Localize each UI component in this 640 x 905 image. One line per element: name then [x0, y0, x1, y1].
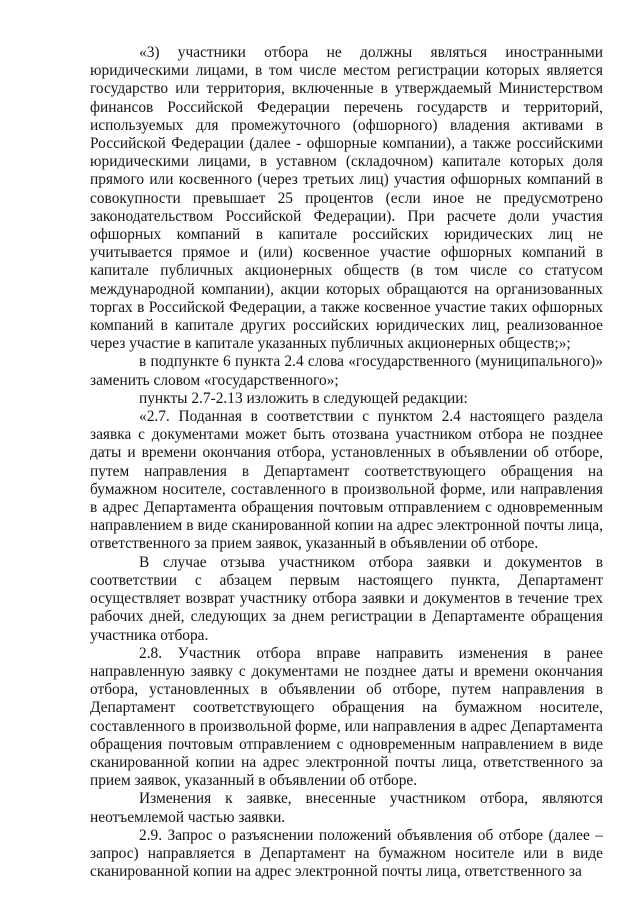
- paragraph-application-return: В случае отзыва участником отбора заявки и документов в соответствии с абзацем первым настоящего пункта, Департамент осуществляет возврат участнику отбора заявки и документов в течение трех рабочих дней, следующих за днем регистрации в Департаменте обращения участника отбора.: [90, 553, 603, 644]
- paragraph-clause-2-9: 2.9. Запрос о разъяснении положений объявления об отборе (далее – запрос) направляется в Департамент на бумажном носителе или в виде сканированной копии на адрес электронной почты лица, ответственного за: [90, 826, 603, 881]
- paragraph-changes-part-of-application: Изменения к заявке, внесенные участником отбора, являются неотъемлемой частью заявки.: [90, 790, 603, 826]
- paragraph-offshore-requirement: «3) участники отбора не должны являться иностранными юридическими лицами, в том числе местом регистрации которых является государство или территория, включенные в утверждаемый Министерством финансов Российской Федерации перечень государств и территорий, используемых для промежуточного (офшорного) владения активами в Российской Федерации (далее - офшорные компании), а также российскими юридическими лицами, в уставном (складочном) капитале которых доля прямого или косвенного (через третьих лиц) участия офшорных компаний в совокупности превышает 25 процентов (если иное не предусмотрено законодательством Российской Федерации). При расчете доли участия офшорных компаний в капитале российских юридических лиц не учитывается прямое и (или) косвенное участие офшорных компаний в капитале публичных акционерных обществ (в том числе со статусом международной компании), акции которых обращаются на организованных торгах в Российской Федерации, а также косвенное участие таких офшорных компаний в капитале других российских юридических лиц, реализованное через участие в капитале указанных публичных акционерных обществ;»;: [90, 44, 603, 353]
- paragraph-clause-2-7: «2.7. Поданная в соответствии с пунктом 2.4 настоящего раздела заявка с документами может быть отозвана участником отбора не позднее даты и времени окончания отбора, установленных в объявлении об отборе, путем направления в Департамент соответствующего обращения на бумажном носителе, составленного в произвольной форме, или направления в адрес Департамента обращения почтовым отправлением с одновременным направлением в виде сканированной копии на адрес электронной почты лица, ответственного за прием заявок, указанный в объявлении об отборе.: [90, 408, 603, 553]
- paragraph-clause-2-8: 2.8. Участник отбора вправе направить изменения в ранее направленную заявку с документами не позднее даты и времени окончания отбора, установленных в объявлении об отборе, путем направления в Департамент соответствующего обращения на бумажном носителе, составленного в произвольной форме, или направления в адрес Департамента обращения почтовым отправлением с одновременным направлением в виде сканированной копии на адрес электронной почты лица, ответственного за прием заявок, указанный в объявлении об отборе.: [90, 644, 603, 790]
- paragraph-clauses-2-7-2-13-intro: пункты 2.7-2.13 изложить в следующей редакции:: [139, 389, 468, 407]
- document-page: [90, 44, 603, 881]
- paragraph-subclause-6-amendment: в подпункте 6 пункта 2.4 слова «государственного (муниципального)» заменить словом «государственного»;: [90, 353, 603, 389]
